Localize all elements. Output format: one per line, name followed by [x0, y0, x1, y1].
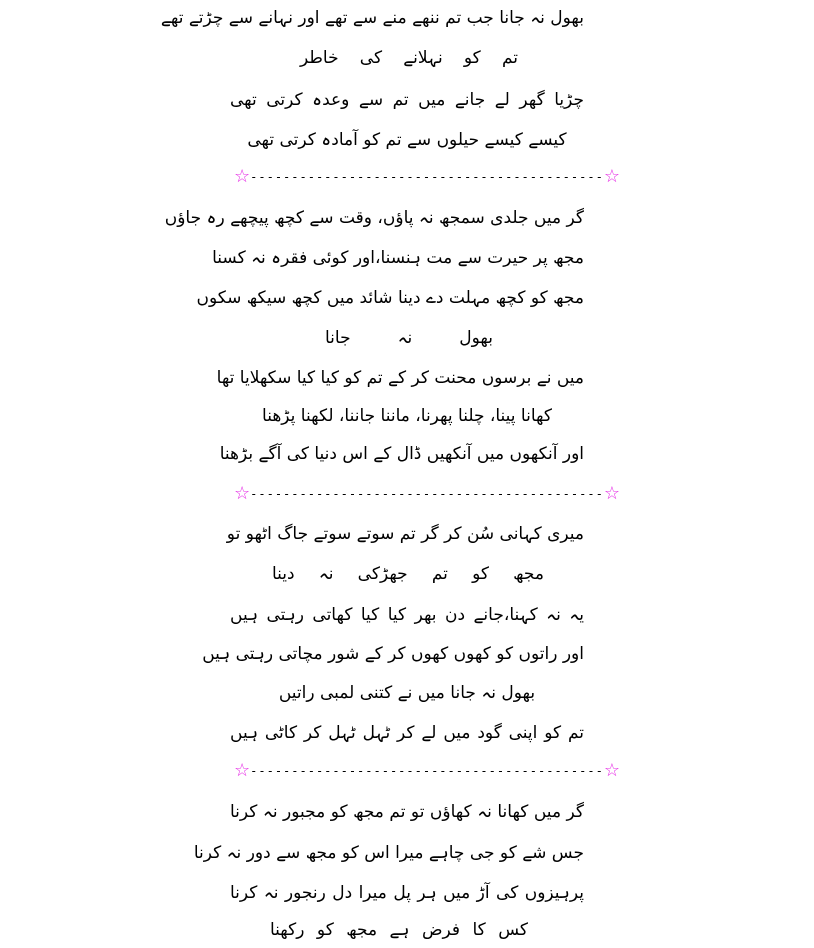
poem-line: میں نے برسوں محنت کر کے تم کو کیا کیا سکھلایا تھا	[216, 368, 584, 388]
poem-line: گر میں جلدی سمجھ نہ پاؤں، وقت سے کچھ پیچھے رہ جاؤں	[164, 208, 584, 228]
star-icon: ☆	[234, 483, 251, 504]
poem-line: تم کو اپنی گود میں لے کر ٹہل ٹہل کر کاٹی ہیں	[230, 723, 584, 743]
poem-line: مجھ پر حیرت سے مت ہنسنا،اور کوئی فقرہ نہ کسنا	[212, 248, 584, 268]
poem-line: یہ نہ کہنا،جانے دن بھر کیا کیا کھاتی رہتی ہیں	[230, 605, 584, 625]
poem-line: کیسے کیسے حیلوں سے تم کو آمادہ کرتی تھی	[247, 130, 567, 150]
star-icon: ☆	[234, 760, 251, 781]
stanza-divider	[234, 166, 620, 187]
poem-line: بھول نہ جانا جب تم ننھے منے سے تھے اور نہانے سے چڑتے تھے	[160, 8, 584, 28]
poem-line: بھول نہ جانا	[325, 328, 493, 348]
star-icon: ☆	[234, 166, 251, 187]
star-icon: ☆	[603, 166, 620, 187]
star-icon: ☆	[603, 760, 620, 781]
poem-line: مجھ کو تم جھڑکی نہ دینا	[272, 564, 544, 584]
dash-rule: -------------------------------------------	[250, 487, 604, 501]
poem-line: تم کو نہلانے کی خاطر	[300, 48, 518, 68]
dash-rule: -------------------------------------------	[250, 170, 604, 184]
stanza-divider	[234, 483, 620, 504]
poem-line: جس شے کو جی چاہے میرا اس کو مجھ سے دور نہ کرنا	[193, 843, 584, 863]
poem-line: بھول نہ جانا میں نے کتنی لمبی راتیں	[278, 683, 536, 703]
poem-line: چڑیا گھر لے جانے میں تم سے وعدہ کرتی تھی	[230, 90, 584, 110]
poem-line: میری کہانی سُن کر گر تم سوتے سوتے جاگ اٹھو تو	[226, 524, 584, 544]
stanza-divider	[234, 760, 620, 781]
dash-rule: -------------------------------------------	[250, 764, 604, 778]
poem-line: مجھ کو کچھ مہلت دے دینا شائد میں کچھ سیکھ سکوں	[196, 288, 584, 308]
poem-line: کس کا فرض ہے مجھ کو رکھنا	[270, 920, 528, 940]
poem-line: کھانا پینا، چلنا پھرنا، ماننا جاننا، لکھنا پڑھنا	[262, 406, 552, 426]
star-icon: ☆	[603, 483, 620, 504]
poem-line: پرہیزوں کی آڑ میں ہر پل میرا دل رنجور نہ کرنا	[230, 883, 584, 903]
poem-line: اور راتوں کو کھوں کھوں کر کے شور مچاتی رہتی ہیں	[202, 644, 584, 664]
poem-line: اور آنکھوں میں آنکھیں ڈال کے اس دنیا کی آگے بڑھنا	[219, 444, 584, 464]
poem-line: گر میں کھانا نہ کھاؤں تو تم مجھ کو مجبور نہ کرنا	[230, 802, 584, 822]
